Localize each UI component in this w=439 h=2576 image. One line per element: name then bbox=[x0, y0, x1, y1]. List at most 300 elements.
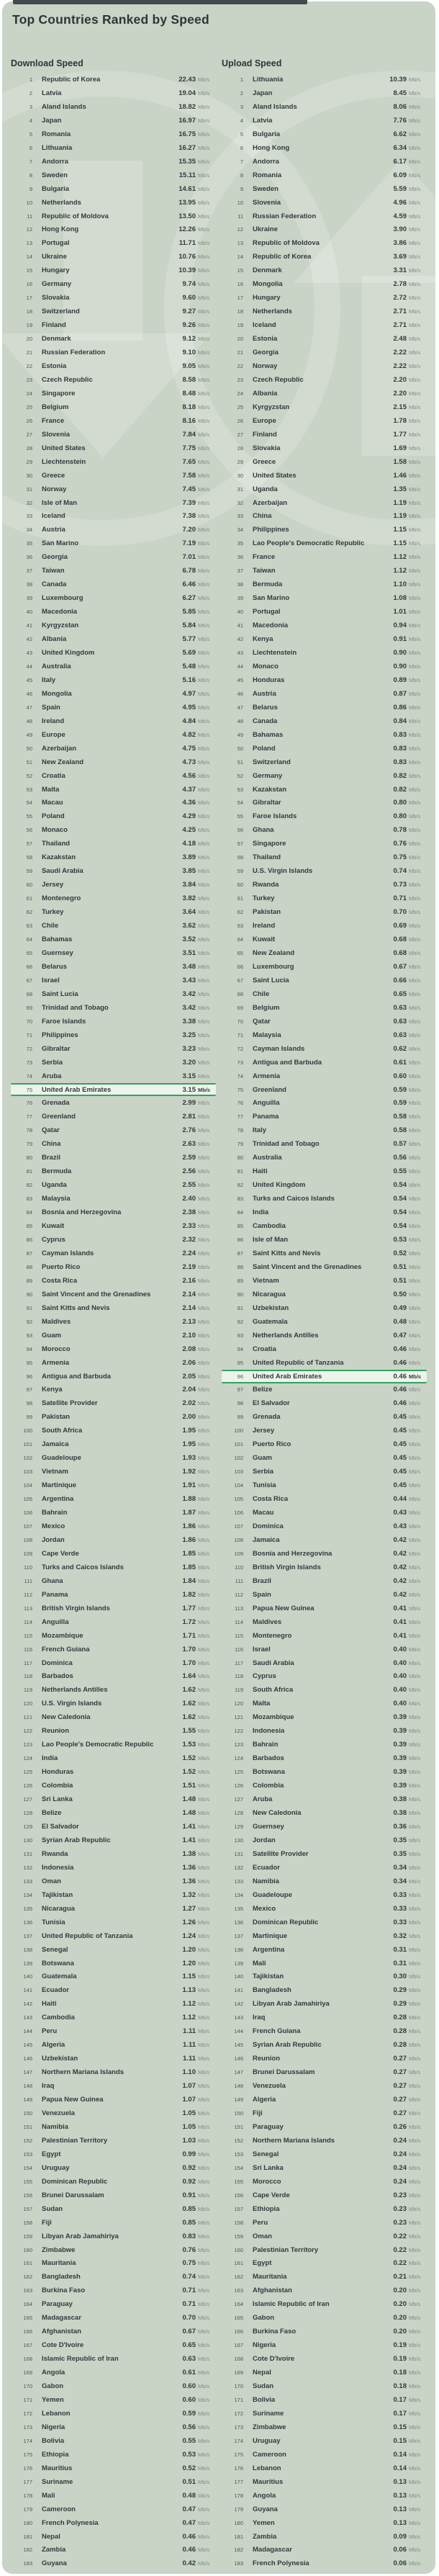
speed-value: 1.58 bbox=[393, 457, 407, 466]
speed-value: 0.50 bbox=[393, 1290, 407, 1298]
country-name: France bbox=[42, 416, 65, 425]
list-item bbox=[222, 2516, 427, 2530]
country-name: Guadeloupe bbox=[253, 1890, 292, 1899]
list-item bbox=[11, 1288, 216, 1301]
country-name: Netherlands bbox=[253, 308, 292, 316]
country-name: Gibraltar bbox=[253, 799, 281, 807]
country-name: Vietnam bbox=[253, 1276, 279, 1285]
speed-unit: Mb/s bbox=[409, 758, 421, 766]
speed-unit: Mb/s bbox=[409, 2410, 421, 2417]
rank-number: 92 bbox=[237, 1318, 243, 1325]
speed-unit: Mb/s bbox=[198, 868, 210, 875]
speed-unit: Mb/s bbox=[198, 2083, 210, 2090]
rank-number: 41 bbox=[26, 622, 32, 629]
country-name: Kenya bbox=[42, 1386, 63, 1394]
speed-unit: Mb/s bbox=[409, 731, 421, 738]
speed-unit: Mb/s bbox=[409, 540, 421, 547]
list-item bbox=[222, 441, 427, 455]
speed-value: 3.85 bbox=[182, 867, 196, 876]
country-name: Switzerland bbox=[42, 308, 80, 316]
rank-number: 140 bbox=[23, 1973, 32, 1980]
list-item bbox=[11, 578, 216, 591]
country-name: Sudan bbox=[42, 2204, 63, 2213]
rank-number: 144 bbox=[234, 2028, 243, 2035]
rank-number: 117 bbox=[24, 1659, 32, 1666]
rank-number: 78 bbox=[237, 1127, 243, 1134]
rank-number: 29 bbox=[237, 458, 243, 465]
rank-number: 16 bbox=[26, 281, 32, 288]
rank-number: 67 bbox=[237, 977, 243, 984]
speed-unit: Mb/s bbox=[198, 2397, 210, 2403]
speed-value: 0.53 bbox=[182, 2450, 196, 2459]
speed-unit: Mb/s bbox=[409, 717, 421, 724]
rank-number: 152 bbox=[23, 2137, 32, 2144]
list-item bbox=[11, 428, 216, 441]
list-item bbox=[222, 1383, 427, 1397]
country-name: Kuwait bbox=[253, 935, 276, 944]
speed-unit: Mb/s bbox=[198, 690, 210, 697]
speed-value: 0.85 bbox=[182, 2204, 196, 2213]
speed-unit: Mb/s bbox=[409, 2423, 421, 2431]
country-name: Belize bbox=[42, 1809, 62, 1818]
speed-value: 1.84 bbox=[182, 1576, 196, 1585]
rank-number: 132 bbox=[23, 1864, 32, 1871]
speed-unit: Mb/s bbox=[198, 485, 210, 493]
country-name: Bosnia and Herzegovina bbox=[253, 1549, 332, 1558]
speed-unit: Mb/s bbox=[409, 1960, 421, 1967]
list-item bbox=[222, 1219, 427, 1233]
list-item bbox=[11, 1957, 216, 1970]
speed-value: 2.38 bbox=[182, 1208, 196, 1217]
rank-number: 181 bbox=[234, 2533, 243, 2540]
rank-number: 27 bbox=[26, 431, 32, 438]
speed-value: 1.32 bbox=[182, 1890, 196, 1899]
country-name: Republic of Korea bbox=[253, 253, 312, 261]
rank-number: 157 bbox=[23, 2205, 32, 2212]
country-name: Zambia bbox=[253, 2532, 277, 2541]
list-item bbox=[11, 1192, 216, 1206]
list-item bbox=[222, 2134, 427, 2148]
rank-number: 138 bbox=[234, 1946, 243, 1953]
country-name: Slovenia bbox=[42, 430, 71, 439]
speed-unit: Mb/s bbox=[198, 1536, 210, 1543]
speed-value: 5.16 bbox=[182, 676, 196, 684]
list-item bbox=[11, 2338, 216, 2352]
list-item bbox=[11, 2366, 216, 2379]
speed-value: 0.59 bbox=[393, 1099, 407, 1108]
rank-number: 2 bbox=[240, 89, 243, 97]
speed-unit: Mb/s bbox=[198, 2178, 210, 2185]
list-item bbox=[222, 1724, 427, 1738]
rank-number: 17 bbox=[237, 295, 243, 302]
speed-value: 0.80 bbox=[393, 812, 407, 821]
country-name: Lithuania bbox=[253, 75, 284, 84]
rank-number: 19 bbox=[26, 322, 32, 329]
speed-unit: Mb/s bbox=[198, 1932, 210, 1939]
rank-number: 152 bbox=[234, 2137, 243, 2144]
country-name: Greenland bbox=[42, 1113, 76, 1121]
list-item bbox=[11, 564, 216, 578]
list-item bbox=[222, 1247, 427, 1260]
list-item bbox=[222, 155, 427, 169]
rank-number: 181 bbox=[23, 2533, 32, 2540]
rank-number: 159 bbox=[23, 2232, 32, 2240]
speed-value: 3.42 bbox=[182, 1003, 196, 1012]
speed-value: 9.27 bbox=[182, 308, 196, 316]
speed-value: 1.10 bbox=[182, 2068, 196, 2077]
speed-value: 0.54 bbox=[393, 1181, 407, 1190]
rank-number: 151 bbox=[23, 2123, 32, 2130]
speed-unit: Mb/s bbox=[409, 799, 421, 807]
speed-value: 16.97 bbox=[178, 116, 196, 125]
list-item bbox=[11, 2489, 216, 2503]
country-name: New Zealand bbox=[42, 758, 84, 766]
speed-unit: Mb/s bbox=[198, 1755, 210, 1762]
list-item bbox=[222, 2325, 427, 2338]
rank-number: 91 bbox=[237, 1304, 243, 1311]
country-name: New Zealand bbox=[253, 948, 295, 957]
rank-number: 4 bbox=[29, 117, 32, 124]
country-name: Saint Lucia bbox=[42, 989, 78, 998]
speed-value: 0.46 bbox=[182, 2546, 196, 2554]
speed-unit: Mb/s bbox=[198, 1004, 210, 1011]
list-item bbox=[222, 2175, 427, 2189]
list-item bbox=[222, 2448, 427, 2461]
list-item bbox=[222, 2079, 427, 2093]
list-item bbox=[222, 1437, 427, 1451]
country-name: Nigeria bbox=[42, 2423, 65, 2431]
speed-value: 0.76 bbox=[393, 840, 407, 848]
rank-number: 100 bbox=[234, 1427, 243, 1435]
country-name: China bbox=[253, 512, 272, 521]
speed-unit: Mb/s bbox=[409, 1700, 421, 1707]
country-name: Dominica bbox=[253, 1522, 284, 1530]
speed-value: 3.51 bbox=[182, 948, 196, 957]
speed-unit: Mb/s bbox=[198, 2205, 210, 2212]
speed-value: 7.84 bbox=[182, 430, 196, 439]
speed-value: 1.72 bbox=[182, 1617, 196, 1626]
rank-number: 48 bbox=[26, 717, 32, 724]
rank-number: 59 bbox=[26, 868, 32, 875]
rank-number: 172 bbox=[23, 2410, 32, 2417]
list-item bbox=[222, 1588, 427, 1602]
speed-value: 0.47 bbox=[182, 2518, 196, 2527]
speed-unit: Mb/s bbox=[409, 1263, 421, 1270]
list-item bbox=[222, 1520, 427, 1533]
list-item bbox=[11, 2284, 216, 2297]
speed-unit: Mb/s bbox=[409, 103, 421, 110]
speed-unit: Mb/s bbox=[409, 158, 421, 165]
speed-value: 4.59 bbox=[393, 212, 407, 220]
speed-unit: Mb/s bbox=[198, 2464, 210, 2472]
country-name: Morocco bbox=[42, 1345, 71, 1353]
list-item bbox=[11, 1437, 216, 1451]
rank-number: 165 bbox=[23, 2315, 32, 2322]
rank-number: 182 bbox=[234, 2546, 243, 2554]
country-name: Macau bbox=[253, 1509, 274, 1517]
speed-unit: Mb/s bbox=[198, 2042, 210, 2049]
country-name: Armenia bbox=[42, 1358, 70, 1367]
country-name: Tajikistan bbox=[42, 1890, 73, 1899]
country-name: Denmark bbox=[253, 266, 282, 275]
rank-number: 25 bbox=[26, 403, 32, 410]
speed-value: 0.32 bbox=[393, 1931, 407, 1940]
speed-unit: Mb/s bbox=[409, 895, 421, 902]
speed-unit: Mb/s bbox=[198, 827, 210, 834]
speed-unit: Mb/s bbox=[409, 676, 421, 683]
speed-unit: Mb/s bbox=[198, 1563, 210, 1571]
speed-unit: Mb/s bbox=[198, 2191, 210, 2199]
list-item bbox=[222, 2475, 427, 2489]
speed-value: 0.89 bbox=[393, 676, 407, 684]
list-item bbox=[222, 1288, 427, 1301]
list-item bbox=[11, 2052, 216, 2065]
speed-unit: Mb/s bbox=[409, 1373, 422, 1380]
rank-number: 69 bbox=[26, 1004, 32, 1011]
country-name: Germany bbox=[42, 280, 72, 289]
list-item bbox=[11, 933, 216, 946]
speed-unit: Mb/s bbox=[198, 1386, 210, 1394]
list-item bbox=[222, 2284, 427, 2297]
rank-number: 113 bbox=[24, 1605, 32, 1612]
speed-unit: Mb/s bbox=[409, 1536, 421, 1543]
speed-unit: Mb/s bbox=[198, 2246, 210, 2253]
speed-unit: Mb/s bbox=[409, 1496, 421, 1503]
country-name: Uzbekistan bbox=[253, 1303, 289, 1312]
rank-number: 71 bbox=[237, 1031, 243, 1038]
rank-number: 3 bbox=[240, 103, 243, 110]
country-name: Botswana bbox=[253, 1768, 285, 1777]
speed-unit: Mb/s bbox=[198, 1223, 210, 1230]
speed-value: 1.69 bbox=[393, 444, 407, 452]
speed-value: 6.46 bbox=[182, 580, 196, 589]
speed-unit: Mb/s bbox=[409, 2164, 421, 2171]
speed-unit: Mb/s bbox=[198, 2383, 210, 2390]
speed-unit: Mb/s bbox=[409, 581, 421, 588]
speed-unit: Mb/s bbox=[198, 1550, 210, 1557]
list-item bbox=[11, 1123, 216, 1137]
speed-value: 0.22 bbox=[393, 2245, 407, 2254]
speed-unit: Mb/s bbox=[409, 185, 421, 192]
list-item bbox=[11, 2557, 216, 2570]
rank-number: 89 bbox=[237, 1277, 243, 1284]
list-item bbox=[11, 1301, 216, 1315]
list-item bbox=[11, 1765, 216, 1779]
rank-number: 58 bbox=[237, 854, 243, 861]
speed-value: 1.52 bbox=[182, 1768, 196, 1777]
rank-number: 61 bbox=[26, 895, 32, 902]
country-name: China bbox=[42, 1140, 61, 1149]
speed-value: 0.82 bbox=[393, 771, 407, 780]
list-item bbox=[11, 1888, 216, 1902]
country-name: Latvia bbox=[253, 116, 273, 125]
speed-value: 1.53 bbox=[182, 1741, 196, 1749]
rank-number: 111 bbox=[24, 1577, 32, 1584]
list-item bbox=[11, 1656, 216, 1670]
speed-value: 0.45 bbox=[393, 1481, 407, 1490]
speed-value: 2.55 bbox=[182, 1181, 196, 1190]
list-item bbox=[11, 591, 216, 605]
speed-unit: Mb/s bbox=[198, 663, 210, 670]
list-item bbox=[11, 1820, 216, 1834]
speed-unit: Mb/s bbox=[198, 1031, 210, 1038]
speed-unit: Mb/s bbox=[198, 1468, 210, 1476]
country-name: Zimbabwe bbox=[42, 2245, 76, 2254]
country-name: Costa Rica bbox=[253, 1495, 289, 1504]
speed-value: 2.05 bbox=[182, 1372, 196, 1381]
speed-unit: Mb/s bbox=[409, 336, 421, 343]
speed-value: 1.19 bbox=[393, 498, 407, 507]
rank-number: 71 bbox=[26, 1031, 32, 1038]
list-item bbox=[11, 496, 216, 510]
speed-unit: Mb/s bbox=[198, 2560, 210, 2567]
list-item bbox=[11, 1697, 216, 1710]
speed-unit: Mb/s bbox=[198, 1455, 210, 1462]
country-name: Morocco bbox=[253, 2177, 281, 2186]
speed-value: 1.46 bbox=[393, 471, 407, 480]
rank-number: 177 bbox=[23, 2478, 32, 2485]
speed-value: 9.12 bbox=[182, 335, 196, 344]
rank-number: 143 bbox=[234, 2014, 243, 2021]
list-item bbox=[11, 114, 216, 127]
speed-value: 0.27 bbox=[393, 2109, 407, 2117]
rank-number: 103 bbox=[23, 1468, 32, 1476]
speed-unit: Mb/s bbox=[198, 1823, 210, 1830]
list-item bbox=[222, 1301, 427, 1315]
speed-value: 0.54 bbox=[393, 1222, 407, 1231]
country-name: Brazil bbox=[253, 1576, 271, 1585]
list-item bbox=[222, 1615, 427, 1629]
list-item bbox=[11, 1997, 216, 2011]
speed-value: 8.16 bbox=[182, 416, 196, 425]
list-item bbox=[11, 946, 216, 960]
speed-unit: Mb/s bbox=[198, 949, 210, 956]
country-name: Portugal bbox=[42, 239, 70, 248]
speed-value: 1.48 bbox=[182, 1795, 196, 1804]
speed-unit: Mb/s bbox=[409, 1223, 421, 1230]
rank-number: 8 bbox=[240, 171, 243, 179]
rank-number: 82 bbox=[26, 1182, 32, 1189]
rank-number: 88 bbox=[26, 1263, 32, 1270]
rank-number: 110 bbox=[24, 1563, 32, 1571]
list-item bbox=[11, 646, 216, 660]
rank-number: 69 bbox=[237, 1004, 243, 1011]
speed-unit: Mb/s bbox=[409, 1141, 421, 1148]
speed-unit: Mb/s bbox=[409, 2342, 421, 2349]
country-name: Reunion bbox=[253, 2055, 280, 2063]
rank-number: 55 bbox=[26, 813, 32, 820]
rank-number: 1 bbox=[29, 76, 32, 83]
list-item bbox=[11, 1724, 216, 1738]
list-item bbox=[222, 1983, 427, 1997]
rank-number: 165 bbox=[234, 2315, 243, 2322]
download-speed-header: Download Speed bbox=[11, 58, 83, 68]
country-name: India bbox=[42, 1754, 58, 1763]
list-item bbox=[11, 155, 216, 169]
list-item bbox=[222, 701, 427, 714]
rank-number: 127 bbox=[234, 1796, 243, 1803]
speed-value: 7.76 bbox=[393, 116, 407, 125]
speed-value: 6.62 bbox=[393, 130, 407, 138]
country-name: Serbia bbox=[253, 1468, 274, 1476]
rank-number: 136 bbox=[234, 1918, 243, 1926]
list-item bbox=[11, 2461, 216, 2475]
speed-value: 3.62 bbox=[182, 922, 196, 930]
speed-unit: Mb/s bbox=[409, 1236, 421, 1243]
speed-value: 3.15 bbox=[182, 1072, 196, 1080]
list-item bbox=[11, 2475, 216, 2489]
speed-value: 1.35 bbox=[393, 485, 407, 493]
country-name: Chile bbox=[253, 989, 270, 998]
speed-unit: Mb/s bbox=[198, 1427, 210, 1435]
list-item bbox=[11, 1110, 216, 1123]
rank-number: 158 bbox=[234, 2219, 243, 2226]
speed-unit: Mb/s bbox=[409, 2042, 421, 2049]
speed-unit: Mb/s bbox=[198, 990, 210, 997]
rank-number: 155 bbox=[23, 2178, 32, 2185]
speed-value: 10.39 bbox=[178, 266, 196, 275]
country-name: Poland bbox=[42, 812, 65, 821]
country-name: United Kingdom bbox=[42, 649, 95, 657]
speed-unit: Mb/s bbox=[409, 963, 421, 970]
speed-value: 0.40 bbox=[393, 1672, 407, 1681]
country-name: Macedonia bbox=[253, 621, 289, 630]
speed-unit: Mb/s bbox=[198, 581, 210, 588]
rank-number: 26 bbox=[26, 417, 32, 424]
list-item bbox=[11, 1751, 216, 1765]
list-item bbox=[222, 1424, 427, 1437]
speed-value: 3.23 bbox=[182, 1044, 196, 1053]
list-item bbox=[222, 277, 427, 291]
speed-value: 7.75 bbox=[182, 444, 196, 452]
speed-value: 4.82 bbox=[182, 730, 196, 739]
list-item bbox=[222, 1178, 427, 1192]
rank-number: 55 bbox=[237, 813, 243, 820]
rank-number: 155 bbox=[234, 2178, 243, 2185]
speed-unit: Mb/s bbox=[198, 1141, 210, 1148]
speed-unit: Mb/s bbox=[409, 226, 421, 233]
list-item bbox=[222, 2270, 427, 2284]
speed-unit: Mb/s bbox=[409, 2464, 421, 2472]
country-name: Macau bbox=[42, 799, 63, 807]
list-item bbox=[222, 1451, 427, 1465]
list-item bbox=[11, 1329, 216, 1342]
country-name: Trinidad and Tobago bbox=[42, 1003, 109, 1012]
list-item bbox=[11, 2311, 216, 2325]
speed-unit: Mb/s bbox=[409, 2055, 421, 2063]
country-name: Sweden bbox=[42, 171, 68, 179]
country-name: Cameroon bbox=[42, 2505, 76, 2513]
rank-number: 54 bbox=[237, 799, 243, 807]
speed-unit: Mb/s bbox=[409, 253, 421, 261]
rank-number: 164 bbox=[23, 2301, 32, 2308]
speed-unit: Mb/s bbox=[198, 349, 210, 356]
rank-number: 85 bbox=[237, 1223, 243, 1230]
speed-value: 0.33 bbox=[393, 1890, 407, 1899]
country-name: El Salvador bbox=[253, 1399, 290, 1408]
speed-unit: Mb/s bbox=[198, 1154, 210, 1162]
country-name: Czech Republic bbox=[253, 375, 304, 384]
speed-value: 2.59 bbox=[182, 1154, 196, 1162]
speed-value: 1.05 bbox=[182, 2122, 196, 2131]
speed-unit: Mb/s bbox=[198, 1482, 210, 1489]
speed-unit: Mb/s bbox=[409, 513, 421, 520]
rank-number: 74 bbox=[26, 1072, 32, 1080]
list-item bbox=[222, 264, 427, 277]
country-name: Brunei Darussalam bbox=[42, 2191, 104, 2199]
list-item bbox=[11, 2516, 216, 2530]
speed-unit: Mb/s bbox=[198, 2437, 210, 2444]
